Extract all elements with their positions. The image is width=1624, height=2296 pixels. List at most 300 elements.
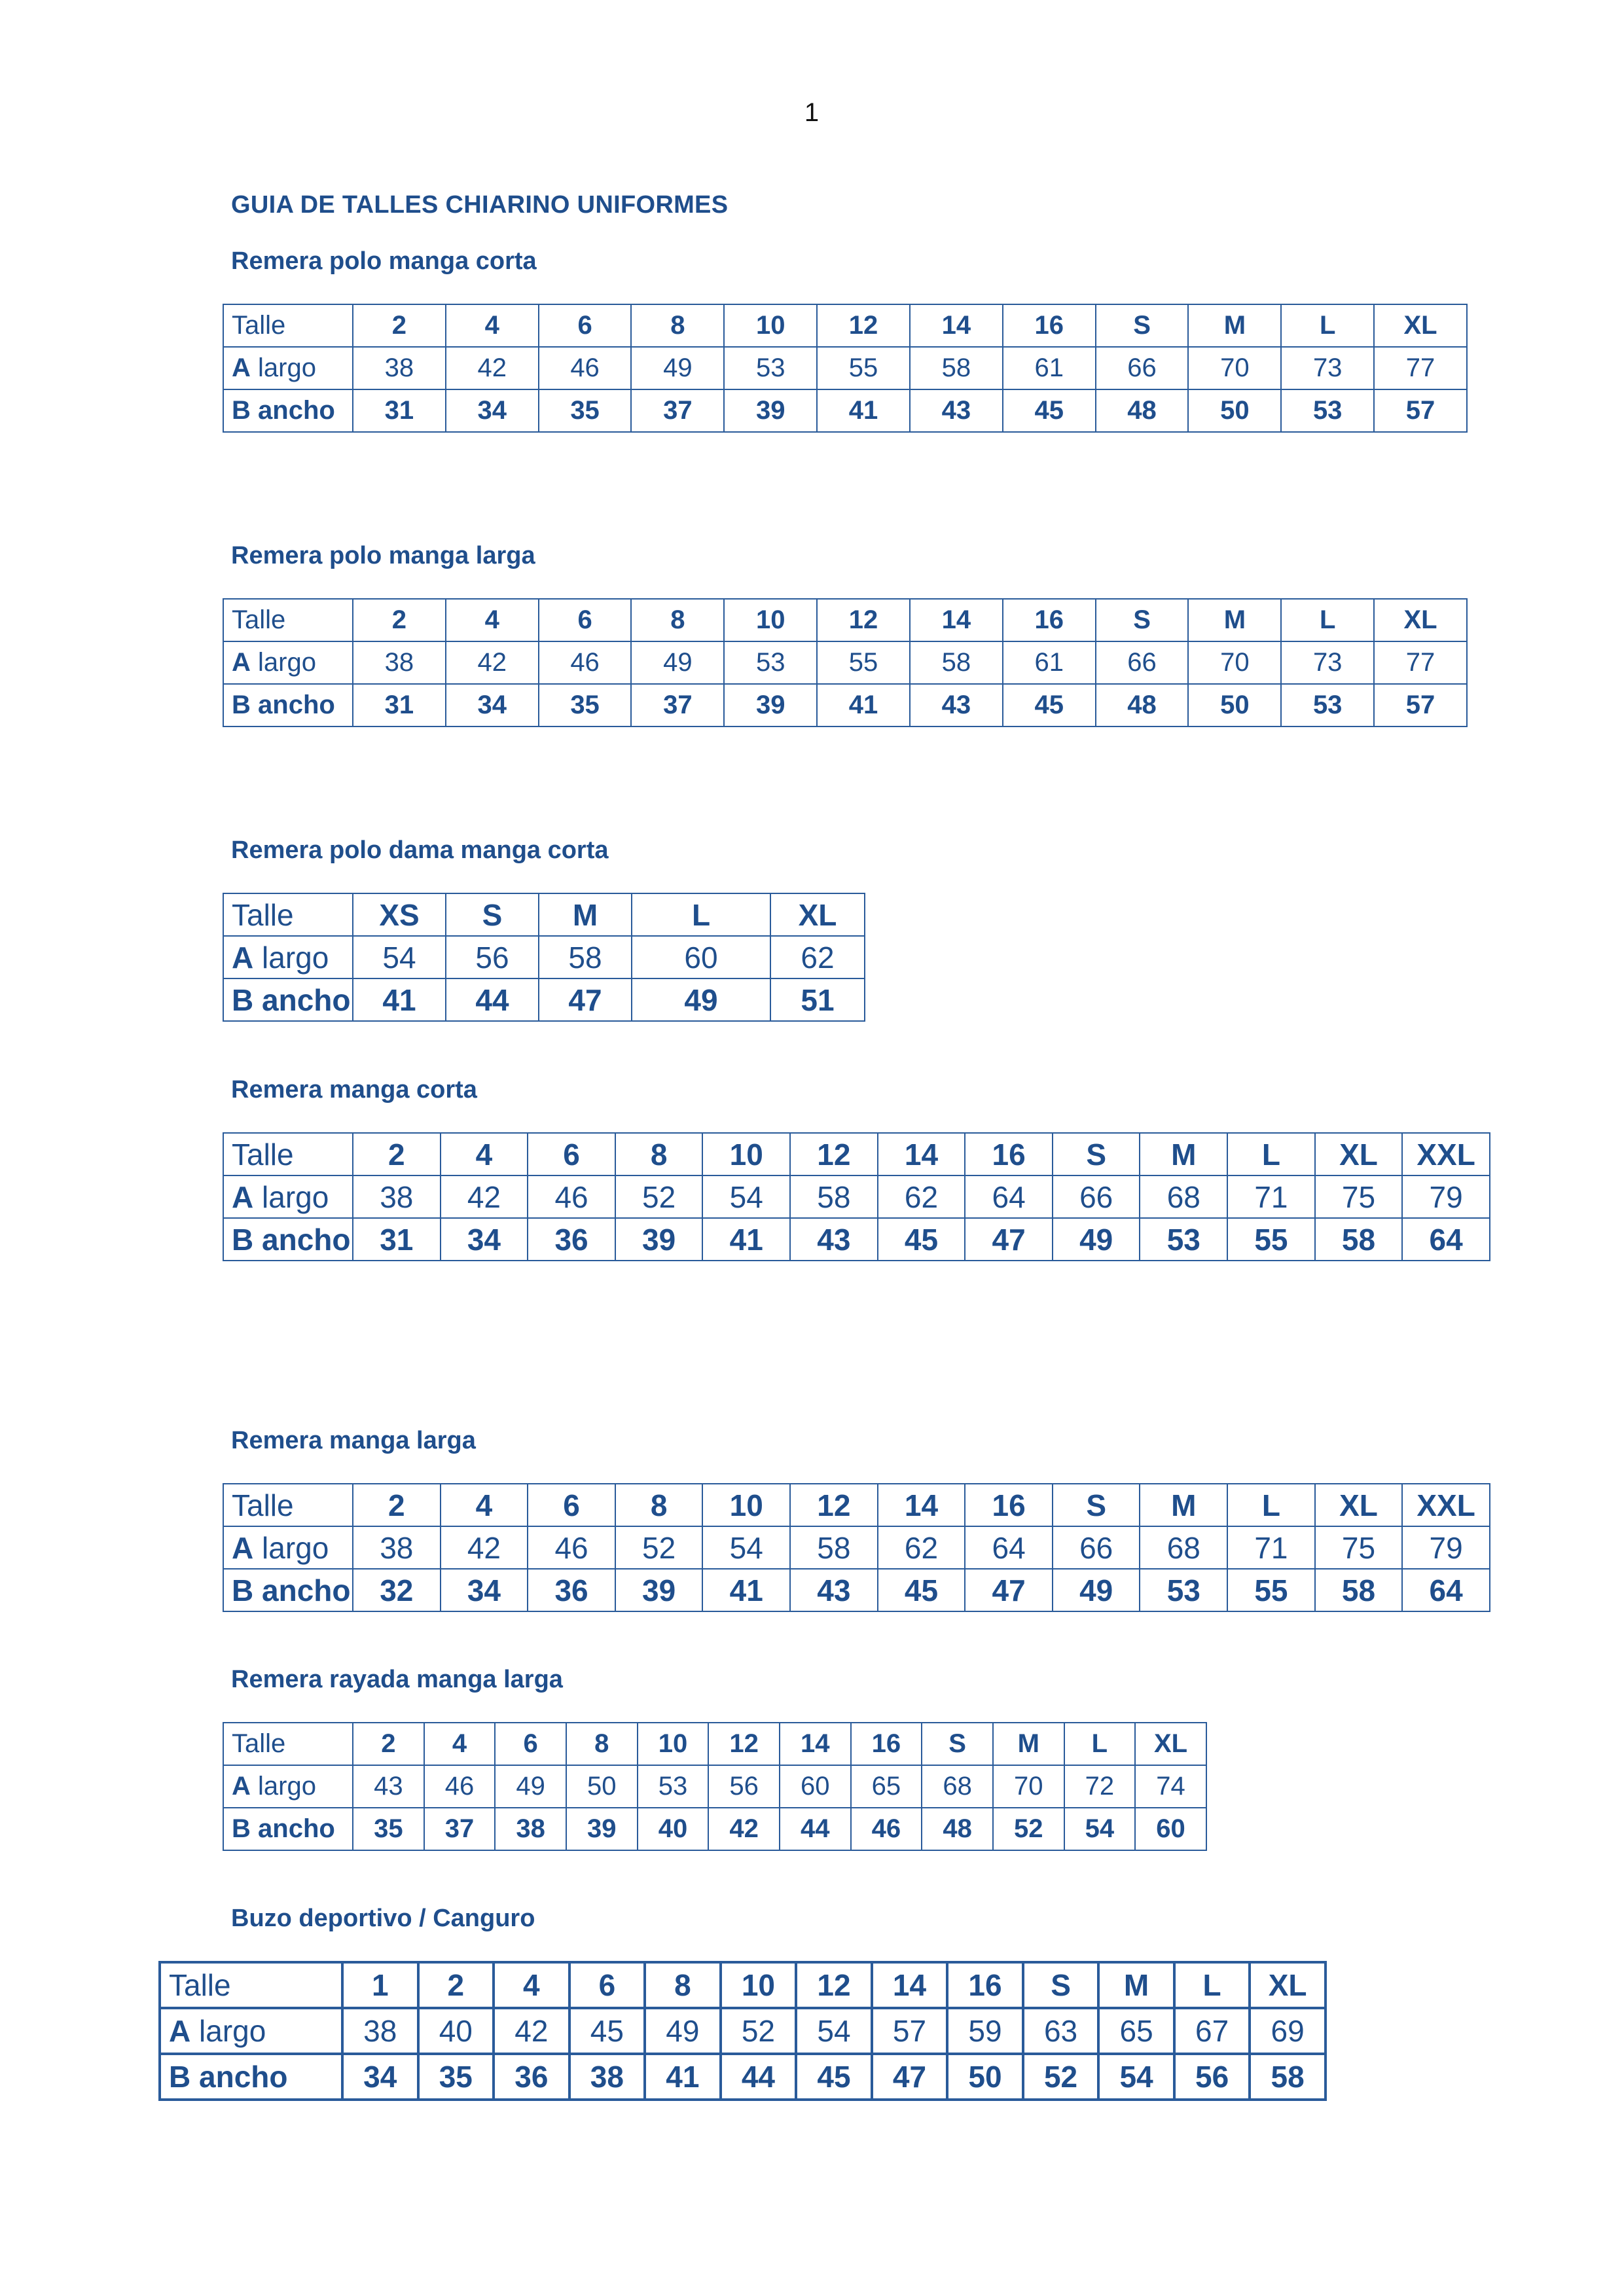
page-number: 1 bbox=[804, 98, 820, 127]
measure-letter: B bbox=[169, 2060, 191, 2094]
measure-cell: 41 bbox=[702, 1569, 790, 1611]
measure-cell: 64 bbox=[965, 1526, 1053, 1569]
size-table-polo-manga-corta bbox=[223, 304, 1468, 433]
measure-cell: 41 bbox=[817, 389, 910, 432]
measure-cell: 49 bbox=[632, 978, 770, 1021]
measure-cell: 64 bbox=[1402, 1218, 1490, 1261]
measure-cell: 56 bbox=[1174, 2054, 1250, 2100]
measure-cell: 36 bbox=[528, 1569, 615, 1611]
measure-cell: 58 bbox=[790, 1175, 878, 1218]
measure-cell: 39 bbox=[566, 1808, 638, 1850]
measure-cell: 66 bbox=[1096, 641, 1189, 684]
measure-word: ancho bbox=[262, 982, 351, 1017]
measure-cell: 54 bbox=[1064, 1808, 1136, 1850]
measure-cell: 39 bbox=[724, 684, 817, 726]
measure-cell: 54 bbox=[702, 1526, 790, 1569]
measure-cell: 43 bbox=[910, 389, 1003, 432]
measure-cell: 48 bbox=[922, 1808, 993, 1850]
size-header-cell: 2 bbox=[353, 1723, 424, 1765]
size-header-cell: M bbox=[539, 893, 632, 936]
measure-cell: 42 bbox=[446, 347, 539, 389]
measure-cell: 41 bbox=[817, 684, 910, 726]
size-header-cell: L bbox=[1064, 1723, 1136, 1765]
talle-label: Talle bbox=[232, 1137, 294, 1172]
measure-cell: 61 bbox=[1003, 347, 1096, 389]
measure-cell: 58 bbox=[910, 347, 1003, 389]
measure-cell: 45 bbox=[569, 2008, 645, 2054]
measure-cell: 47 bbox=[539, 978, 632, 1021]
measure-cell: 34 bbox=[446, 389, 539, 432]
measure-cell: 71 bbox=[1227, 1526, 1315, 1569]
measure-cell: 50 bbox=[947, 2054, 1023, 2100]
measure-cell: 49 bbox=[1053, 1569, 1140, 1611]
measure-letter: A bbox=[232, 1530, 254, 1565]
measure-letter: A bbox=[232, 353, 251, 382]
size-header-cell: 16 bbox=[965, 1133, 1053, 1175]
measure-cell: 45 bbox=[796, 2054, 872, 2100]
measure-cell: 50 bbox=[1188, 684, 1281, 726]
row-label-cell bbox=[223, 893, 353, 936]
measure-cell: 44 bbox=[780, 1808, 851, 1850]
row-a-largo bbox=[223, 1765, 1206, 1808]
measure-cell: 52 bbox=[615, 1526, 703, 1569]
row-label-cell bbox=[223, 347, 353, 389]
measure-word: ancho bbox=[258, 396, 335, 425]
size-header-cell: 2 bbox=[353, 599, 446, 641]
measure-cell: 46 bbox=[851, 1808, 922, 1850]
talle-label: Talle bbox=[232, 1729, 286, 1758]
measure-cell: 46 bbox=[528, 1175, 615, 1218]
size-header-cell: 10 bbox=[638, 1723, 709, 1765]
document-title: GUIA DE TALLES CHIARINO UNIFORMES bbox=[231, 191, 729, 219]
size-table-polo-dama-manga-corta bbox=[223, 893, 865, 1022]
measure-cell: 66 bbox=[1053, 1526, 1140, 1569]
measure-cell: 41 bbox=[702, 1218, 790, 1261]
measure-cell: 34 bbox=[441, 1218, 528, 1261]
row-label-cell bbox=[223, 1808, 353, 1850]
size-header-cell: L bbox=[1227, 1133, 1315, 1175]
measure-word: largo bbox=[199, 2014, 266, 2048]
measure-cell: 42 bbox=[441, 1526, 528, 1569]
row-label-cell bbox=[223, 936, 353, 978]
measure-cell: 73 bbox=[1281, 347, 1374, 389]
measure-cell: 54 bbox=[796, 2008, 872, 2054]
measure-cell: 53 bbox=[724, 347, 817, 389]
size-header-cell: L bbox=[1227, 1484, 1315, 1526]
row-b-ancho bbox=[160, 2054, 1326, 2100]
measure-word: ancho bbox=[199, 2060, 288, 2094]
measure-cell: 79 bbox=[1402, 1526, 1490, 1569]
section-title-rayada-manga-larga: Remera rayada manga larga bbox=[231, 1666, 563, 1693]
measure-cell: 65 bbox=[1098, 2008, 1174, 2054]
row-label-cell bbox=[160, 2054, 342, 2100]
measure-cell: 43 bbox=[353, 1765, 424, 1808]
header-row bbox=[160, 1962, 1326, 2008]
measure-word: ancho bbox=[258, 691, 335, 719]
measure-cell: 49 bbox=[645, 2008, 721, 2054]
measure-word: ancho bbox=[262, 1573, 351, 1607]
size-header-cell: 12 bbox=[790, 1133, 878, 1175]
measure-cell: 50 bbox=[1188, 389, 1281, 432]
size-header-cell: XL bbox=[1374, 599, 1467, 641]
size-header-cell: 16 bbox=[1003, 599, 1096, 641]
measure-cell: 62 bbox=[878, 1175, 965, 1218]
measure-cell: 46 bbox=[424, 1765, 496, 1808]
measure-cell: 35 bbox=[539, 684, 632, 726]
measure-cell: 55 bbox=[1227, 1569, 1315, 1611]
measure-letter: A bbox=[232, 940, 254, 975]
size-header-cell: 16 bbox=[1003, 304, 1096, 347]
measure-cell: 39 bbox=[615, 1218, 703, 1261]
measure-cell: 46 bbox=[539, 347, 632, 389]
measure-cell: 55 bbox=[1227, 1218, 1315, 1261]
row-b-ancho bbox=[223, 389, 1467, 432]
measure-cell: 48 bbox=[1096, 389, 1189, 432]
measure-cell: 57 bbox=[872, 2008, 948, 2054]
measure-cell: 57 bbox=[1374, 389, 1467, 432]
size-header-cell: 2 bbox=[418, 1962, 494, 2008]
measure-cell: 41 bbox=[645, 2054, 721, 2100]
measure-cell: 64 bbox=[965, 1175, 1053, 1218]
measure-cell: 53 bbox=[638, 1765, 709, 1808]
measure-word: largo bbox=[258, 648, 316, 677]
measure-word: largo bbox=[262, 1179, 329, 1214]
measure-cell: 32 bbox=[353, 1569, 441, 1611]
measure-cell: 53 bbox=[1281, 389, 1374, 432]
row-label-cell bbox=[223, 1175, 353, 1218]
measure-cell: 52 bbox=[615, 1175, 703, 1218]
size-header-cell: S bbox=[1053, 1133, 1140, 1175]
measure-cell: 42 bbox=[441, 1175, 528, 1218]
measure-cell: 65 bbox=[851, 1765, 922, 1808]
measure-letter: A bbox=[169, 2014, 191, 2048]
row-b-ancho bbox=[223, 1569, 1490, 1611]
measure-cell: 58 bbox=[790, 1526, 878, 1569]
measure-cell: 45 bbox=[1003, 684, 1096, 726]
row-a-largo bbox=[160, 2008, 1326, 2054]
section-title-polo-manga-corta: Remera polo manga corta bbox=[231, 247, 537, 275]
row-label-cell bbox=[160, 2008, 342, 2054]
size-header-cell: S bbox=[922, 1723, 993, 1765]
size-header-cell: S bbox=[446, 893, 539, 936]
measure-cell: 58 bbox=[539, 936, 632, 978]
size-header-cell: M bbox=[1188, 599, 1281, 641]
size-header-cell: M bbox=[1140, 1484, 1227, 1526]
measure-cell: 63 bbox=[1023, 2008, 1099, 2054]
measure-cell: 42 bbox=[708, 1808, 780, 1850]
measure-cell: 51 bbox=[770, 978, 865, 1021]
header-row bbox=[223, 1723, 1206, 1765]
measure-cell: 49 bbox=[631, 347, 724, 389]
section-title-polo-manga-larga: Remera polo manga larga bbox=[231, 542, 535, 569]
size-header-cell: XL bbox=[770, 893, 865, 936]
row-b-ancho bbox=[223, 978, 865, 1021]
size-header-cell: 12 bbox=[817, 599, 910, 641]
size-header-cell: 6 bbox=[528, 1484, 615, 1526]
size-header-cell: 12 bbox=[796, 1962, 872, 2008]
header-row bbox=[223, 599, 1467, 641]
size-header-cell: 8 bbox=[615, 1484, 703, 1526]
measure-cell: 59 bbox=[947, 2008, 1023, 2054]
measure-cell: 37 bbox=[631, 389, 724, 432]
row-a-largo bbox=[223, 641, 1467, 684]
measure-letter: B bbox=[232, 1222, 254, 1257]
size-header-cell: 16 bbox=[965, 1484, 1053, 1526]
size-header-cell: S bbox=[1053, 1484, 1140, 1526]
measure-cell: 42 bbox=[446, 641, 539, 684]
measure-cell: 37 bbox=[424, 1808, 496, 1850]
talle-label: Talle bbox=[232, 1488, 294, 1522]
size-header-cell: L bbox=[1174, 1962, 1250, 2008]
size-header-cell: L bbox=[1281, 599, 1374, 641]
measure-cell: 77 bbox=[1374, 641, 1467, 684]
measure-cell: 56 bbox=[446, 936, 539, 978]
measure-cell: 54 bbox=[702, 1175, 790, 1218]
measure-cell: 37 bbox=[631, 684, 724, 726]
measure-cell: 55 bbox=[817, 347, 910, 389]
size-header-cell: M bbox=[993, 1723, 1064, 1765]
size-header-cell: 4 bbox=[446, 599, 539, 641]
measure-word: ancho bbox=[262, 1222, 351, 1257]
size-header-cell: S bbox=[1023, 1962, 1099, 2008]
measure-cell: 53 bbox=[1140, 1569, 1227, 1611]
row-b-ancho bbox=[223, 684, 1467, 726]
size-header-cell: 16 bbox=[947, 1962, 1023, 2008]
measure-cell: 55 bbox=[817, 641, 910, 684]
measure-cell: 58 bbox=[1315, 1569, 1403, 1611]
row-label-cell bbox=[223, 599, 353, 641]
row-label-cell bbox=[223, 1133, 353, 1175]
measure-cell: 71 bbox=[1227, 1175, 1315, 1218]
measure-cell: 45 bbox=[878, 1569, 965, 1611]
measure-cell: 49 bbox=[495, 1765, 566, 1808]
size-header-cell: 4 bbox=[446, 304, 539, 347]
row-label-cell bbox=[223, 1484, 353, 1526]
measure-cell: 50 bbox=[566, 1765, 638, 1808]
measure-cell: 46 bbox=[539, 641, 632, 684]
measure-cell: 38 bbox=[353, 641, 446, 684]
header-row bbox=[223, 893, 865, 936]
row-label-cell bbox=[223, 1723, 353, 1765]
size-header-cell: 14 bbox=[780, 1723, 851, 1765]
measure-cell: 53 bbox=[1281, 684, 1374, 726]
row-b-ancho bbox=[223, 1218, 1490, 1261]
size-header-cell: XS bbox=[353, 893, 446, 936]
size-header-cell: 8 bbox=[615, 1133, 703, 1175]
measure-letter: B bbox=[232, 1573, 254, 1607]
size-header-cell: L bbox=[1281, 304, 1374, 347]
measure-cell: 38 bbox=[569, 2054, 645, 2100]
measure-cell: 70 bbox=[993, 1765, 1064, 1808]
size-header-cell: 14 bbox=[878, 1484, 965, 1526]
size-header-cell: 1 bbox=[342, 1962, 418, 2008]
row-label-cell bbox=[223, 304, 353, 347]
row-label-cell bbox=[223, 1526, 353, 1569]
measure-cell: 54 bbox=[1098, 2054, 1174, 2100]
size-header-cell: 2 bbox=[353, 1484, 441, 1526]
talle-label: Talle bbox=[232, 897, 294, 932]
size-header-cell: 14 bbox=[910, 304, 1003, 347]
size-header-cell: XXL bbox=[1402, 1484, 1490, 1526]
size-table-rayada-manga-larga bbox=[223, 1722, 1207, 1851]
measure-cell: 38 bbox=[353, 1526, 441, 1569]
measure-letter: B bbox=[232, 396, 251, 425]
row-a-largo bbox=[223, 347, 1467, 389]
row-label-cell bbox=[223, 1765, 353, 1808]
measure-cell: 60 bbox=[780, 1765, 851, 1808]
measure-cell: 53 bbox=[1140, 1218, 1227, 1261]
measure-word: largo bbox=[258, 1772, 316, 1801]
measure-word: largo bbox=[262, 940, 329, 975]
measure-cell: 54 bbox=[353, 936, 446, 978]
size-header-cell: 8 bbox=[645, 1962, 721, 2008]
size-header-cell: 6 bbox=[539, 304, 632, 347]
measure-cell: 52 bbox=[721, 2008, 797, 2054]
measure-cell: 79 bbox=[1402, 1175, 1490, 1218]
measure-word: ancho bbox=[258, 1814, 335, 1843]
talle-label: Talle bbox=[169, 1968, 231, 2002]
talle-label: Talle bbox=[232, 605, 286, 634]
size-header-cell: XL bbox=[1374, 304, 1467, 347]
measure-cell: 77 bbox=[1374, 347, 1467, 389]
measure-cell: 43 bbox=[910, 684, 1003, 726]
row-label-cell bbox=[223, 684, 353, 726]
measure-cell: 64 bbox=[1402, 1569, 1490, 1611]
row-a-largo bbox=[223, 1526, 1490, 1569]
size-header-cell: M bbox=[1188, 304, 1281, 347]
header-row bbox=[223, 1133, 1490, 1175]
measure-cell: 70 bbox=[1188, 641, 1281, 684]
row-b-ancho bbox=[223, 1808, 1206, 1850]
row-label-cell bbox=[223, 978, 353, 1021]
measure-cell: 68 bbox=[1140, 1175, 1227, 1218]
size-header-cell: XL bbox=[1315, 1484, 1403, 1526]
measure-cell: 69 bbox=[1250, 2008, 1326, 2054]
measure-cell: 45 bbox=[1003, 389, 1096, 432]
section-title-buzo-deportivo: Buzo deportivo / Canguro bbox=[231, 1905, 535, 1932]
measure-cell: 42 bbox=[494, 2008, 569, 2054]
measure-cell: 49 bbox=[1053, 1218, 1140, 1261]
measure-cell: 44 bbox=[721, 2054, 797, 2100]
measure-cell: 38 bbox=[353, 1175, 441, 1218]
size-header-cell: 10 bbox=[721, 1962, 797, 2008]
size-header-cell: 2 bbox=[353, 1133, 441, 1175]
size-header-cell: XL bbox=[1135, 1723, 1206, 1765]
size-header-cell: 6 bbox=[495, 1723, 566, 1765]
measure-cell: 68 bbox=[922, 1765, 993, 1808]
size-header-cell: 10 bbox=[724, 304, 817, 347]
measure-letter: A bbox=[232, 648, 251, 677]
measure-letter: A bbox=[232, 1772, 251, 1801]
size-header-cell: 4 bbox=[424, 1723, 496, 1765]
size-header-cell: 14 bbox=[878, 1133, 965, 1175]
size-table-remera-manga-larga bbox=[223, 1483, 1490, 1612]
measure-cell: 47 bbox=[965, 1569, 1053, 1611]
measure-cell: 66 bbox=[1096, 347, 1189, 389]
measure-cell: 49 bbox=[631, 641, 724, 684]
measure-cell: 58 bbox=[910, 641, 1003, 684]
header-row bbox=[223, 304, 1467, 347]
row-label-cell bbox=[223, 1569, 353, 1611]
row-label-cell bbox=[160, 1962, 342, 2008]
section-title-remera-manga-corta: Remera manga corta bbox=[231, 1076, 477, 1103]
measure-letter: B bbox=[232, 982, 254, 1017]
measure-cell: 38 bbox=[342, 2008, 418, 2054]
measure-letter: A bbox=[232, 1179, 254, 1214]
measure-cell: 47 bbox=[872, 2054, 948, 2100]
size-header-cell: 6 bbox=[539, 599, 632, 641]
size-header-cell: 12 bbox=[790, 1484, 878, 1526]
measure-cell: 60 bbox=[632, 936, 770, 978]
row-label-cell bbox=[223, 1218, 353, 1261]
measure-cell: 38 bbox=[353, 347, 446, 389]
size-header-cell: M bbox=[1098, 1962, 1174, 2008]
header-row bbox=[223, 1484, 1490, 1526]
size-header-cell: 4 bbox=[494, 1962, 569, 2008]
measure-cell: 62 bbox=[770, 936, 865, 978]
size-header-cell: XXL bbox=[1402, 1133, 1490, 1175]
size-header-cell: 12 bbox=[708, 1723, 780, 1765]
measure-word: largo bbox=[258, 353, 316, 382]
size-table-remera-manga-corta bbox=[223, 1132, 1490, 1261]
size-header-cell: 10 bbox=[702, 1484, 790, 1526]
measure-cell: 58 bbox=[1250, 2054, 1326, 2100]
measure-cell: 43 bbox=[790, 1218, 878, 1261]
measure-cell: 60 bbox=[1135, 1808, 1206, 1850]
measure-cell: 66 bbox=[1053, 1175, 1140, 1218]
measure-cell: 35 bbox=[353, 1808, 424, 1850]
measure-cell: 43 bbox=[790, 1569, 878, 1611]
measure-cell: 36 bbox=[528, 1218, 615, 1261]
measure-cell: 39 bbox=[615, 1569, 703, 1611]
size-header-cell: S bbox=[1096, 599, 1189, 641]
measure-cell: 72 bbox=[1064, 1765, 1136, 1808]
measure-cell: 57 bbox=[1374, 684, 1467, 726]
measure-cell: 35 bbox=[539, 389, 632, 432]
measure-cell: 34 bbox=[446, 684, 539, 726]
measure-cell: 52 bbox=[1023, 2054, 1099, 2100]
section-title-polo-dama-manga-corta: Remera polo dama manga corta bbox=[231, 836, 609, 864]
size-header-cell: 8 bbox=[631, 599, 724, 641]
size-header-cell: 14 bbox=[910, 599, 1003, 641]
measure-cell: 68 bbox=[1140, 1526, 1227, 1569]
size-header-cell: XL bbox=[1250, 1962, 1326, 2008]
measure-cell: 56 bbox=[708, 1765, 780, 1808]
size-header-cell: M bbox=[1140, 1133, 1227, 1175]
measure-cell: 34 bbox=[441, 1569, 528, 1611]
measure-cell: 34 bbox=[342, 2054, 418, 2100]
size-header-cell: 8 bbox=[566, 1723, 638, 1765]
size-header-cell: 12 bbox=[817, 304, 910, 347]
measure-cell: 44 bbox=[446, 978, 539, 1021]
measure-cell: 62 bbox=[878, 1526, 965, 1569]
measure-cell: 40 bbox=[418, 2008, 494, 2054]
section-title-remera-manga-larga: Remera manga larga bbox=[231, 1427, 476, 1454]
measure-cell: 35 bbox=[418, 2054, 494, 2100]
measure-cell: 73 bbox=[1281, 641, 1374, 684]
measure-cell: 47 bbox=[965, 1218, 1053, 1261]
measure-cell: 74 bbox=[1135, 1765, 1206, 1808]
measure-cell: 70 bbox=[1188, 347, 1281, 389]
size-header-cell: L bbox=[632, 893, 770, 936]
size-header-cell: 6 bbox=[528, 1133, 615, 1175]
measure-cell: 75 bbox=[1315, 1526, 1403, 1569]
measure-cell: 52 bbox=[993, 1808, 1064, 1850]
measure-cell: 31 bbox=[353, 684, 446, 726]
measure-letter: B bbox=[232, 1814, 251, 1843]
row-a-largo bbox=[223, 1175, 1490, 1218]
size-table-buzo-deportivo bbox=[158, 1961, 1327, 2101]
